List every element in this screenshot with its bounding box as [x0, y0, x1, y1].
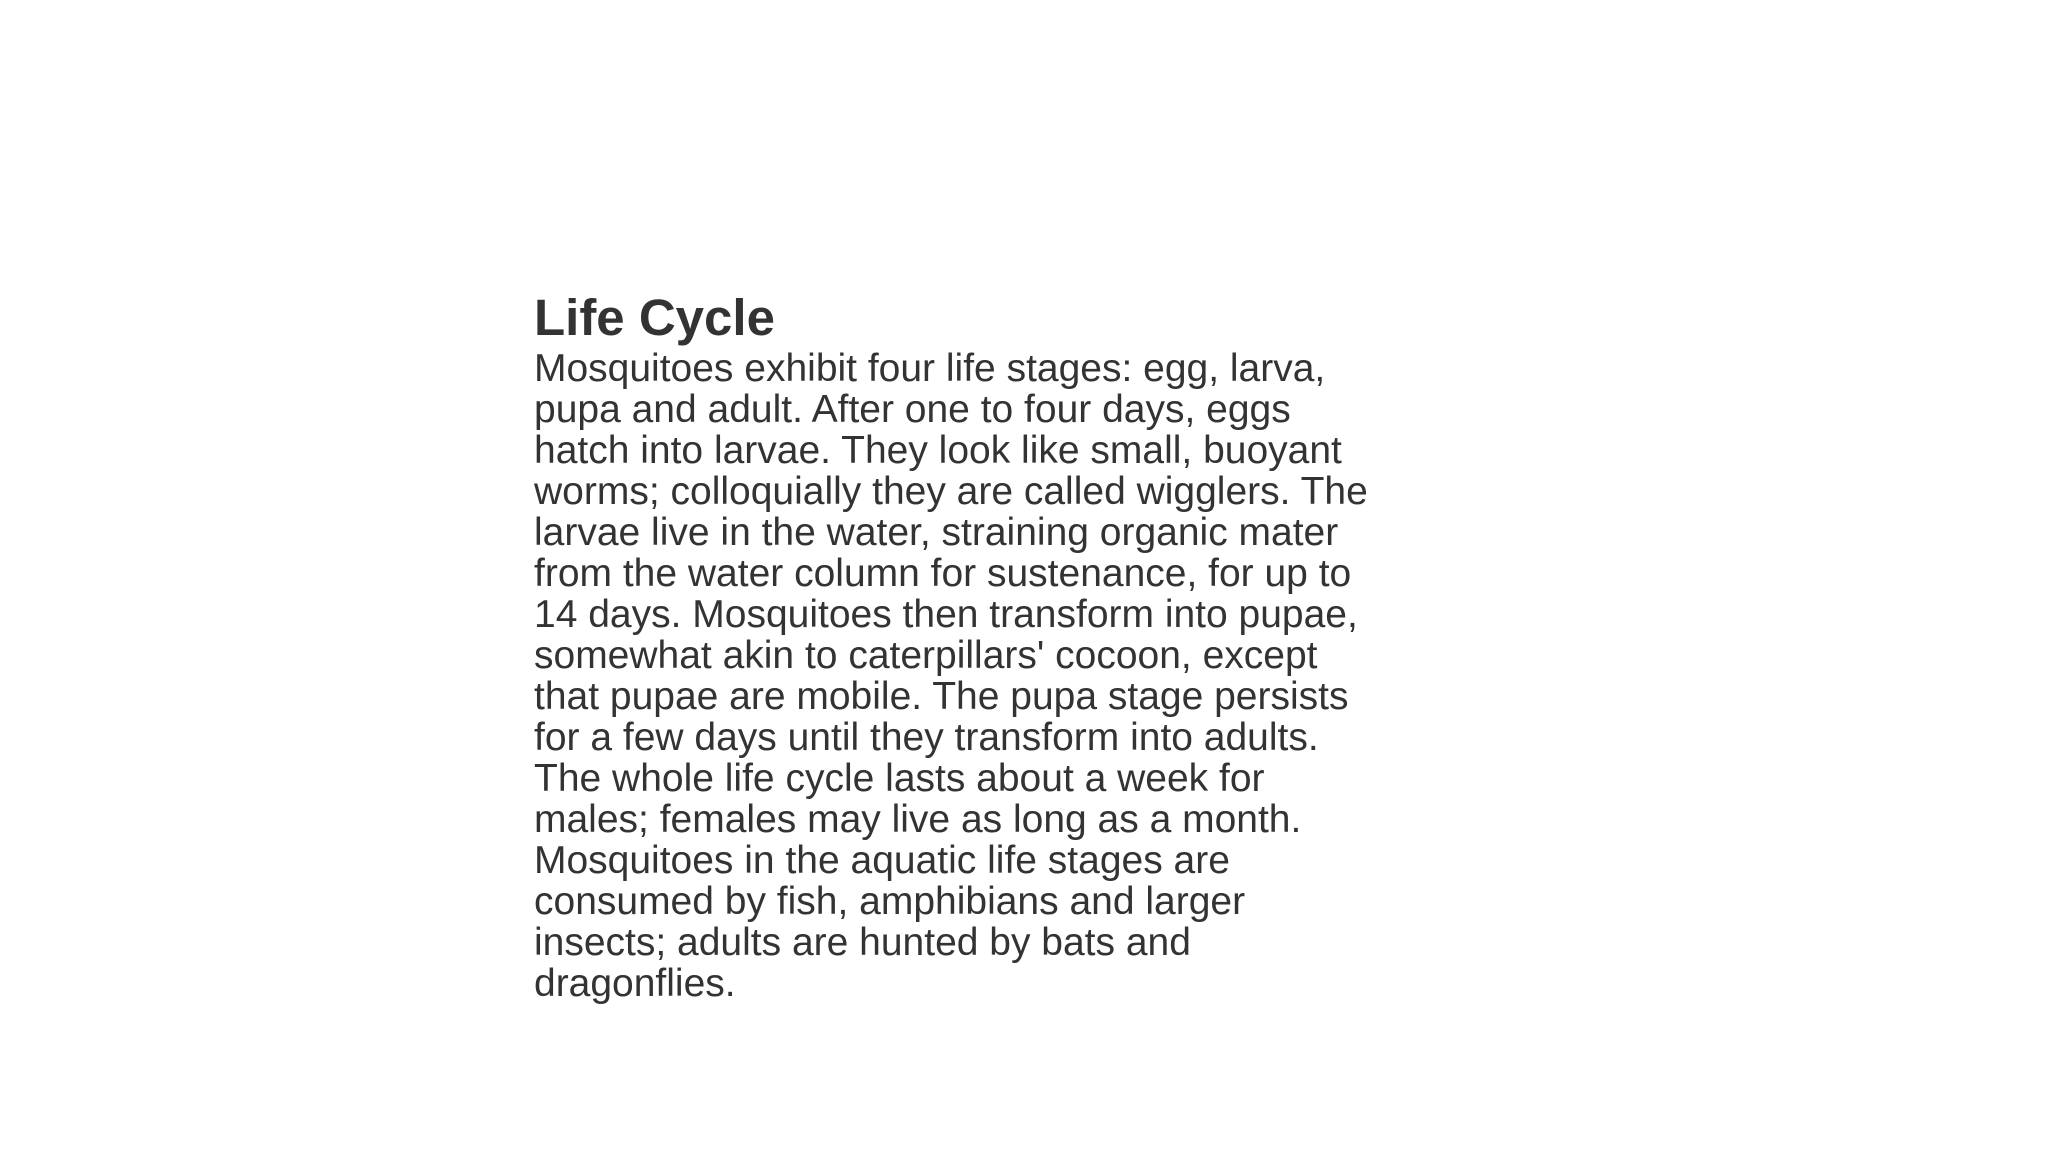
article-body [534, 348, 1384, 1004]
body-line: The whole life cycle lasts about a week for [534, 757, 1265, 800]
body-line: hatch into larvae. They look like small, buoyant [534, 429, 1342, 472]
body-line: for a few days until they transform into adults. [534, 716, 1319, 759]
body-line: worms; colloquially they are called wigglers. The [534, 470, 1368, 513]
body-line: Mosquitoes exhibit four life stages: egg, larva, [534, 347, 1326, 390]
body-line: Mosquitoes in the aquatic life stages are [534, 839, 1230, 882]
body-line: dragonflies. [534, 962, 736, 1005]
body-line: larvae live in the water, straining organic mater [534, 511, 1339, 554]
body-line: consumed by fish, amphibians and larger [534, 880, 1246, 923]
body-line: males; females may live as long as a month. [534, 798, 1302, 841]
body-line: pupa and adult. After one to four days, eggs [534, 388, 1291, 431]
page-title: Life Cycle [534, 289, 775, 346]
body-line: insects; adults are hunted by bats and [534, 921, 1191, 964]
article [534, 288, 1384, 1004]
body-line: somewhat akin to caterpillars' cocoon, except [534, 634, 1318, 677]
body-line: 14 days. Mosquitoes then transform into pupae, [534, 593, 1358, 636]
body-line: that pupae are mobile. The pupa stage persists [534, 675, 1349, 718]
body-line: from the water column for sustenance, for up to [534, 552, 1352, 595]
